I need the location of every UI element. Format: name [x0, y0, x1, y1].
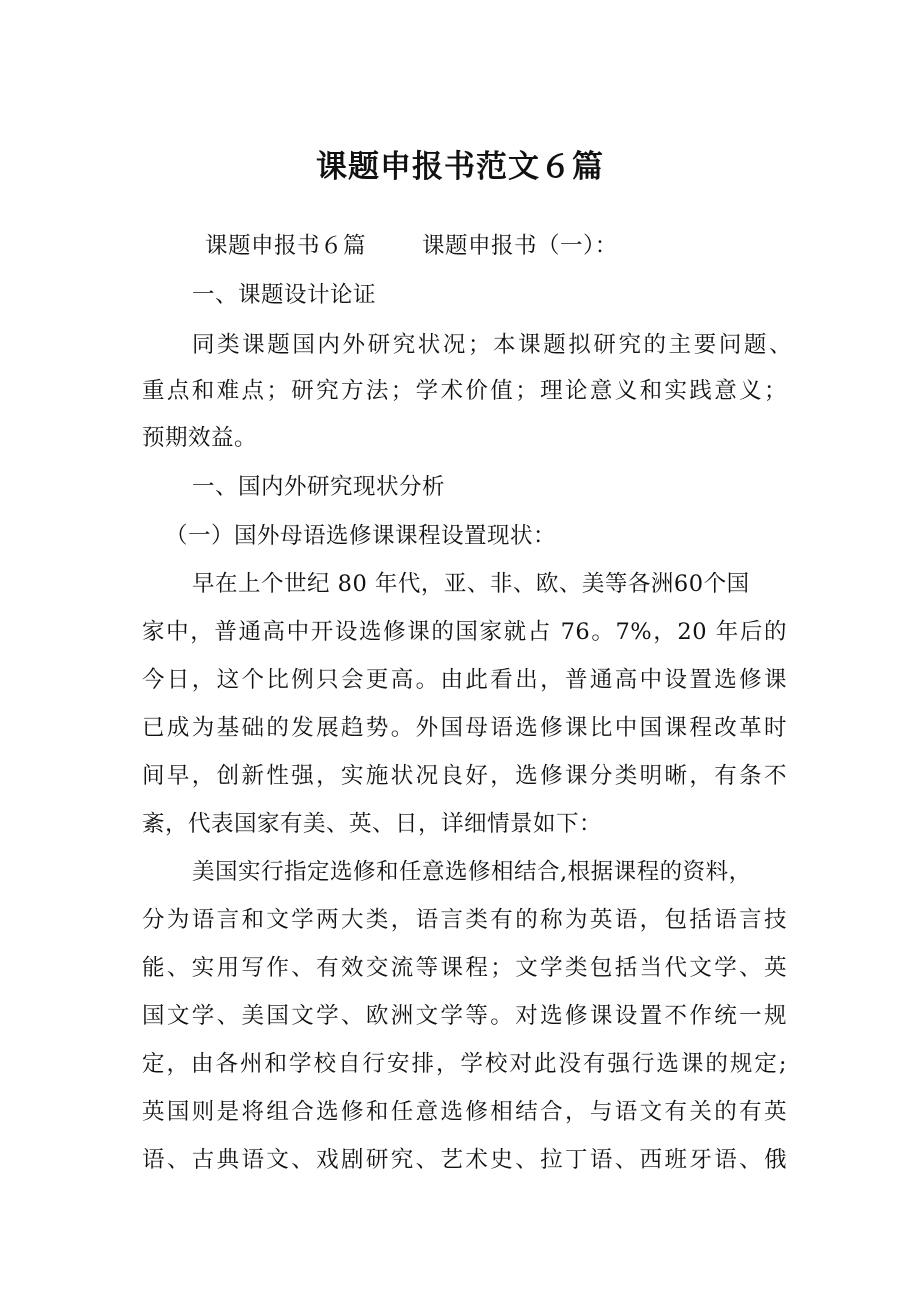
paragraph-line: 今日，这个比例只会更高。由此看出，普通高中设置选修课 — [142, 667, 787, 693]
paragraph-line: 分为语言和文学两大类，语言类有的称为英语，包括语言技 — [142, 907, 787, 933]
paragraph-line: 早在上个世纪 80 年代，亚、非、欧、美等各洲60个国 — [192, 571, 750, 597]
document-title: 课题申报书范文６篇 — [316, 149, 604, 185]
paragraph-line: 国文学、美国文学、欧洲文学等。对选修课设置不作统一规 — [142, 1003, 787, 1029]
paragraph-line: 间早，创新性强，实施状况良好，选修课分类明晰，有条不 — [142, 763, 787, 789]
paragraph-line: 美国实行指定选修和任意选修相结合,根据课程的资料， — [192, 859, 752, 885]
section-heading: 一、国内外研究现状分析 — [192, 474, 446, 500]
paragraph-line: 重点和难点；研究方法；学术价值；理论意义和实践意义； — [142, 378, 787, 404]
paragraph-line: 紊，代表国家有美、英、日，详细情景如下： — [142, 811, 603, 837]
section-heading: 一、课题设计论证 — [192, 282, 377, 308]
paragraph-line: 同类课题国内外研究状况；本课题拟研究的主要问题、 — [192, 332, 792, 358]
paragraph-line: 英国则是将组合选修和任意选修相结合，与语文有关的有英 — [142, 1099, 787, 1125]
paragraph-line: 定，由各州和学校自行安排，学校对此没有强行选课的规定; — [142, 1051, 787, 1077]
paragraph-line: 能、实用写作、有效交流等课程；文学类包括当代文学、英 — [142, 955, 787, 981]
intro-left: 课题申报书６篇 — [205, 233, 367, 259]
paragraph-line: 家中，普通高中开设选修课的国家就占 76。7%，20 年后的 — [142, 619, 787, 645]
subsection-heading: （一）国外母语选修课课程设置现状： — [165, 523, 557, 549]
intro-line — [205, 222, 855, 270]
paragraph-line: 预期效益。 — [142, 425, 258, 451]
intro-right: 课题申报书（一）： — [422, 233, 618, 259]
paragraph-line: 已成为基础的发展趋势。外国母语选修课比中国课程改革时 — [142, 715, 787, 741]
paragraph-line: 语、古典语文、戏剧研究、艺术史、拉丁语、西班牙语、俄 — [142, 1147, 787, 1173]
